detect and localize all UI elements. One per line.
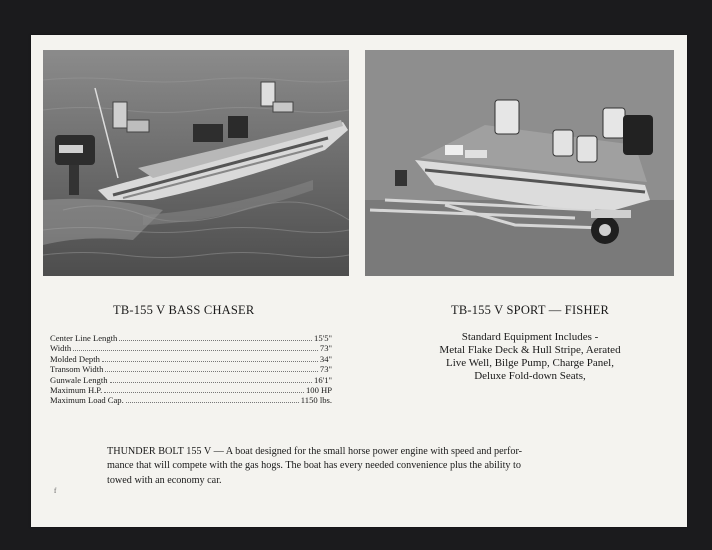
leader-dots xyxy=(104,386,304,393)
spec-label: Gunwale Length xyxy=(50,374,108,385)
sport-fisher-photo xyxy=(365,50,674,276)
spec-value: 100 HP xyxy=(305,385,332,396)
leader-dots xyxy=(105,365,318,372)
spec-value: 73" xyxy=(319,364,332,375)
spec-value: 15'5" xyxy=(314,333,332,343)
spec-row xyxy=(50,364,332,374)
brochure-page xyxy=(31,35,687,527)
spec-label: Molded Depth xyxy=(50,353,100,364)
equipment-line: Deluxe Fold-down Seats, xyxy=(474,370,586,382)
sport-fisher-title: TB-155 V SPORT — FISHER xyxy=(451,303,610,317)
description-line: towed with an economy car. xyxy=(107,474,222,486)
leader-dots xyxy=(126,396,299,403)
leader-dots xyxy=(73,344,318,351)
spec-row xyxy=(50,343,332,353)
bass-chaser-photo xyxy=(43,50,349,276)
description-line: THUNDER BOLT 155 V — A boat designed for the small horse power engine with speed and perfor- xyxy=(107,446,523,457)
spec-value: 73" xyxy=(319,343,332,354)
spec-row xyxy=(50,385,332,395)
description-line: mance that will compete with the gas hogs. The boat has every needed convenience plus the ability to xyxy=(107,460,521,472)
spec-label: Maximum H.P. xyxy=(50,385,103,396)
corner-mark: f xyxy=(54,487,57,495)
bass-chaser-title: TB-155 V BASS CHASER xyxy=(113,303,255,317)
spec-row xyxy=(50,395,332,405)
equipment-line: Standard Equipment Includes - xyxy=(461,331,599,343)
spec-label: Transom Width xyxy=(50,364,104,375)
spec-row xyxy=(50,375,332,385)
spec-label: Width xyxy=(50,343,72,354)
spec-row xyxy=(50,333,332,343)
spec-list xyxy=(50,333,332,406)
spec-label: Center Line Length xyxy=(50,333,118,343)
spec-label: Maximum Load Cap. xyxy=(50,395,124,406)
equipment-line: Live Well, Bilge Pump, Charge Panel, xyxy=(446,357,614,369)
standard-equipment xyxy=(423,331,637,383)
leader-dots xyxy=(102,355,318,362)
spec-row xyxy=(50,354,332,364)
leader-dots xyxy=(110,376,313,383)
description xyxy=(107,445,607,488)
spec-value: 34" xyxy=(319,353,332,364)
leader-dots xyxy=(119,334,312,341)
spec-value: 1150 lbs. xyxy=(300,395,332,406)
equipment-line: Metal Flake Deck & Hull Stripe, Aerated xyxy=(439,344,621,356)
spec-value: 16'1" xyxy=(314,374,332,385)
